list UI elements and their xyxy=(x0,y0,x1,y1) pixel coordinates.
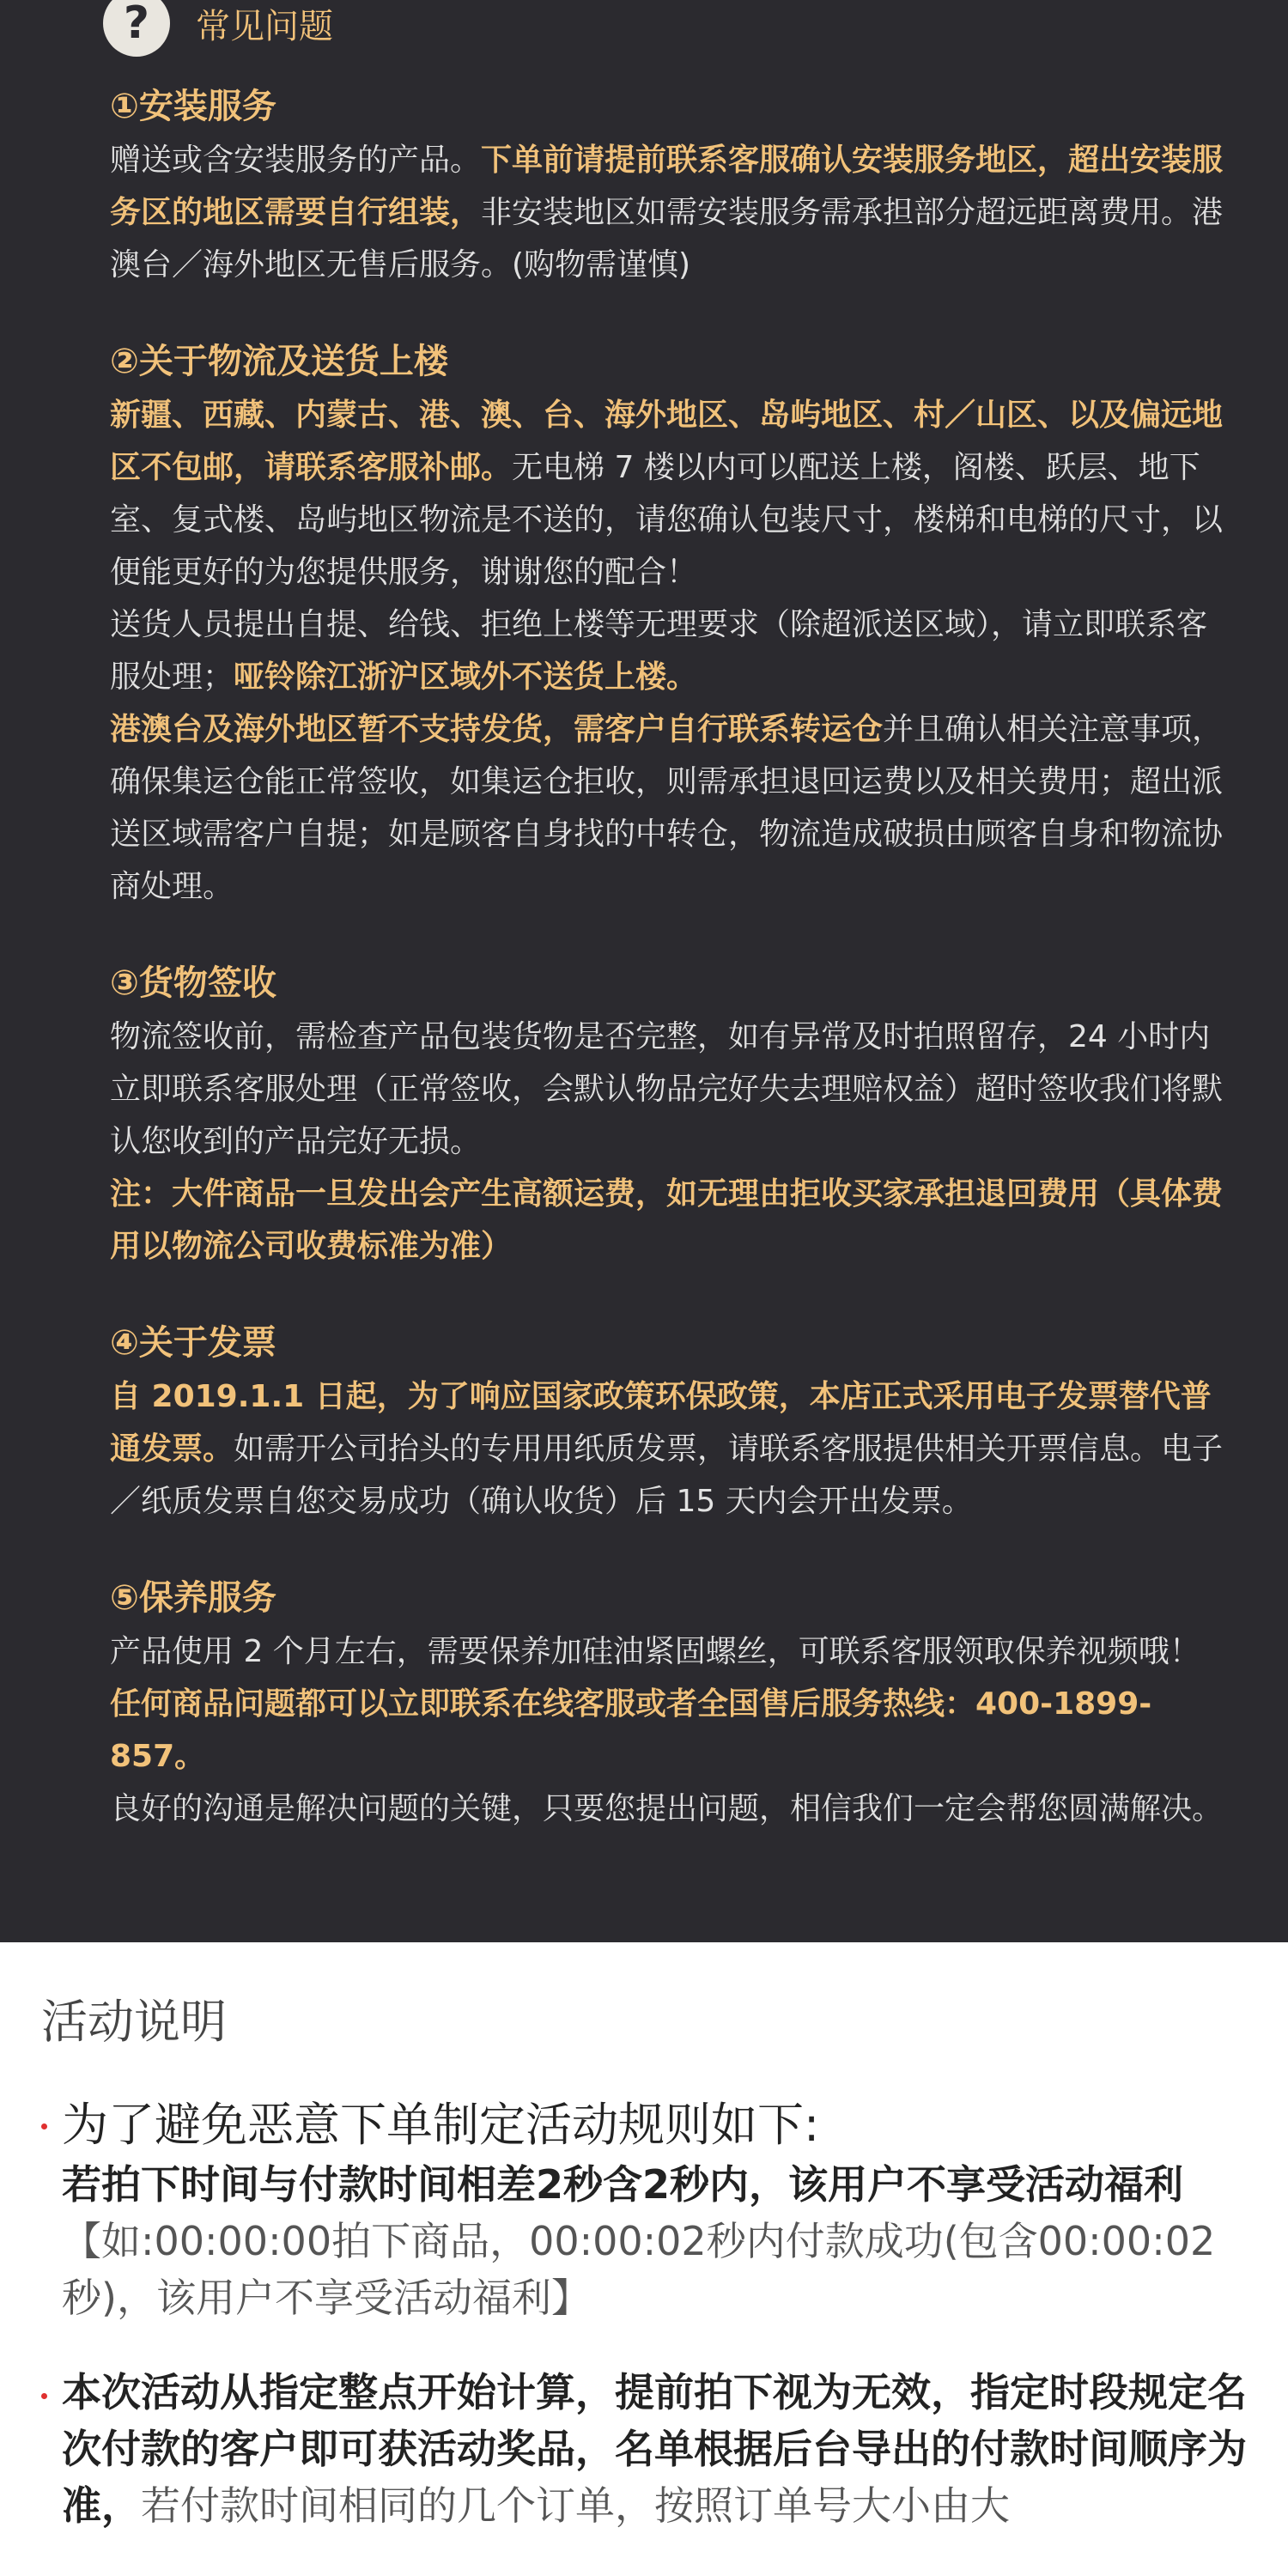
text-highlight: 自 2019.1.1 日起，为了响应国家政策环保政策，本店正式采用电子发票替代普通发票。 xyxy=(110,1379,1212,1467)
rule-text xyxy=(62,2364,1247,2534)
section-title: ①安装服务 xyxy=(110,87,276,126)
section-text: 物流签收前，需检查产品包装货物是否完整，如有异常及时拍照留存，24 小时内立即联系客服处理（正常签收，会默认物品完好失去理赔权益）超时签收我们将默认您收到的产品完好无损。 xyxy=(110,1019,1224,1159)
faq-title: 常见问题 xyxy=(196,6,333,46)
section-text xyxy=(110,703,1226,913)
text-highlight: 新疆、西藏、内蒙古、港、澳、台、海外地区、岛屿地区、村／山区、以及偏远地区不包邮，请联系客服补邮。 xyxy=(110,398,1224,485)
faq-section-logistics xyxy=(110,334,1226,913)
bullet-dot-icon xyxy=(41,2393,47,2399)
text-normal: 送货人员提出自提、给钱、拒绝上楼等无理要求（除超派送区域），请立即联系客服处理； xyxy=(110,607,1208,695)
text-normal: 非安装地区如需安装服务需承担部分超远距离费用。港澳台／海外地区无售后服务。(购物需谨慎) xyxy=(110,195,1224,283)
section-title: ④关于发票 xyxy=(110,1323,276,1363)
faq-section-receipt xyxy=(110,956,1226,1273)
faq-body xyxy=(110,79,1226,1835)
text-normal: 若付款时间相同的几个订单，按照订单号大小由大 xyxy=(141,2482,1010,2529)
faq-section-installation xyxy=(110,79,1226,291)
text-bold: 本次活动从指定整点开始计算，提前拍下视为无效，指定时段规定名次付款的客户即可获活动奖品，名单根据后台导出的付款时间顺序为准， xyxy=(62,2369,1247,2529)
list-item xyxy=(41,2364,1247,2534)
text-highlight: 下单前请提前联系客服确认安装服务地区，超出安装服务区的地区需要自行组装， xyxy=(110,143,1224,230)
text-highlight: 港澳台及海外地区暂不支持发货，需客户自行联系转运仓 xyxy=(110,712,884,747)
section-title: ③货物签收 xyxy=(110,963,276,1003)
rule-line: 若拍下时间与付款时间相差2秒含2秒内，该用户不享受活动福利 xyxy=(62,2161,1184,2208)
section-note: 注：大件商品一旦发出会产生高额运费，如无理由拒收买家承担退回费用（具体费用以物流公司收费标准为准） xyxy=(110,1176,1224,1264)
section-text xyxy=(110,1625,1226,1783)
list-item xyxy=(41,2094,1247,2326)
activity-notice xyxy=(0,1942,1288,2534)
section-text xyxy=(110,134,1226,291)
bullet-dot-icon xyxy=(41,2123,47,2129)
faq-section-maintenance xyxy=(110,1571,1226,1835)
section-text xyxy=(110,598,1226,703)
text-normal: 无电梯 7 楼以内可以配送上楼，阁楼、跃层、地下室、复式楼、岛屿地区物流是不送的，请您确认包装尺寸，楼梯和电梯的尺寸，以便能更好的为您提供服务，谢谢您的配合！ xyxy=(110,450,1224,590)
rule-heading: 为了避免恶意下单制定活动规则如下: xyxy=(62,2098,820,2152)
text-normal: 赠送或含安装服务的产品。 xyxy=(110,143,482,178)
notice-title: 活动说明 xyxy=(41,1995,227,2049)
faq-header xyxy=(103,0,333,57)
section-title: ②关于物流及送货上楼 xyxy=(110,342,448,381)
text-normal: 如需开公司抬头的专用用纸质发票，请联系客服提供相关开票信息。电子／纸质发票自您交易成功（确认收货）后 15 天内会开出发票。 xyxy=(110,1431,1224,1519)
faq-section-invoice xyxy=(110,1315,1226,1528)
question-mark-icon: ? xyxy=(103,0,170,57)
section-title: ⑤保养服务 xyxy=(110,1578,276,1618)
section-text: 良好的沟通是解决问题的关键，只要您提出问题，相信我们一定会帮您圆满解决。 xyxy=(110,1791,1224,1826)
text-highlight: 任何商品问题都可以立即联系在线客服或者全国售后服务热线：400-1899-857。 xyxy=(110,1686,1152,1774)
text-normal: 产品使用 2 个月左右，需要保养加硅油紧固螺丝，可联系客服领取保养视频哦！ xyxy=(110,1634,1200,1669)
text-normal: 并且确认相关注意事项，确保集运仓能正常签收，如集运仓拒收，则需承担退回运费以及相关费用；超出派送区域需客户自提；如是顾客自身找的中转仓，物流造成破损由顾客自身和物流协商处理。 xyxy=(110,712,1224,904)
section-text xyxy=(110,389,1226,598)
text-highlight: 哑铃除江浙沪区域外不送货上楼。 xyxy=(234,659,698,695)
rule-example: 【如:00:00:00拍下商品，00:00:02秒内付款成功(包含00:00:02秒)，该用户不享受活动福利】 xyxy=(62,2218,1216,2321)
section-text xyxy=(110,1370,1226,1528)
